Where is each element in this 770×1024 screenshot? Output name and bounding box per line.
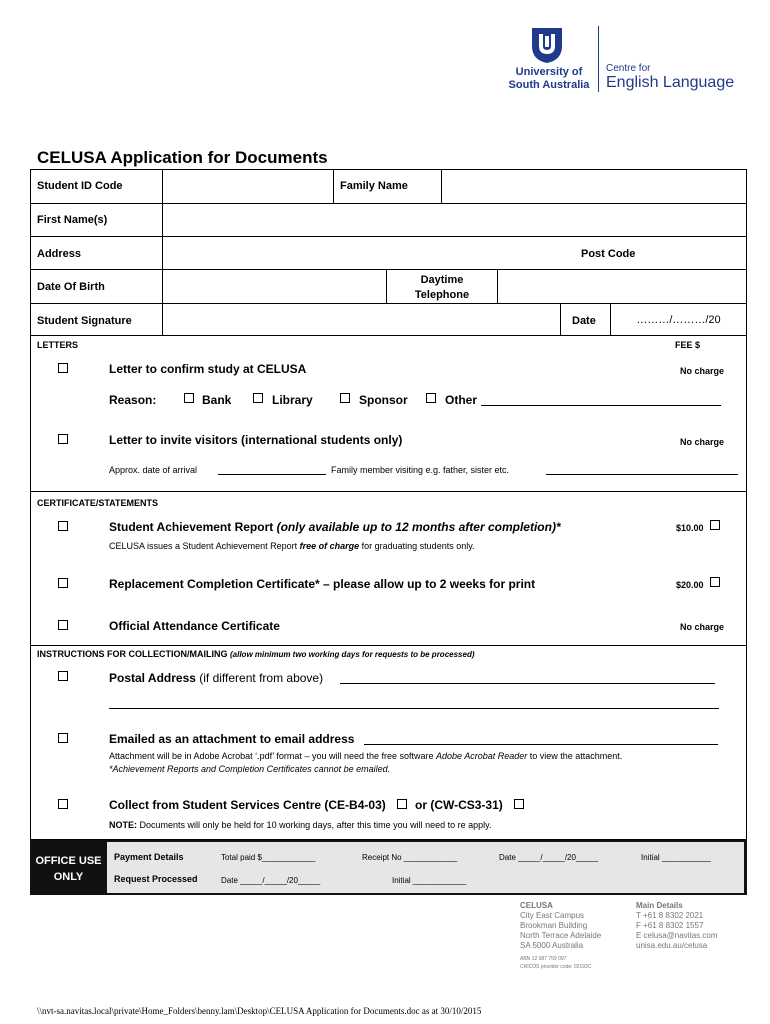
family-name-field[interactable] [442,170,746,202]
achievement-report-label: Student Achievement Report (only available up to 12 months after completion)* [109,520,561,534]
achievement-fee-checkbox[interactable] [710,520,720,530]
email-restriction-note: *Achievement Reports and Completion Certificates cannot be emailed. [109,764,391,774]
bank-label: Bank [202,393,232,407]
fee-heading: FEE $ [675,340,701,350]
email-label: Emailed as an attachment to email address [109,732,355,746]
collection-note: NOTE: Documents will only be held for 10 working days, after this time you will need to re apply. [109,820,492,830]
library-checkbox[interactable] [253,393,263,403]
attendance-certificate-checkbox[interactable] [58,620,68,630]
centre-name: Centre for English Language [606,63,735,91]
bank-checkbox[interactable] [184,393,194,403]
student-id-label: Student ID Code [37,180,123,192]
library-label: Library [272,393,313,407]
cw-campus-label: or (CW-CS3-31) [415,798,503,812]
certificates-heading: CERTIFICATE/STATEMENTS [37,498,158,508]
other-label: Other [445,393,478,407]
payment-date-field[interactable]: Date _____/_____/20_____ [499,853,599,862]
email-checkbox[interactable] [58,733,68,743]
university-name: University of South Australia [508,66,590,91]
replacement-certificate-fee: $20.00 [676,580,704,590]
post-code-label: Post Code [581,248,636,260]
family-visiting-label: Family member visiting e.g. father, sister etc. [331,465,510,475]
achievement-report-desc: CELUSA issues a Student Achievement Report free of charge for graduating students only. [109,541,475,551]
footer-contact: Main Details T +61 8 8302 2021 F +61 8 8302 1557 E celusa@navitas.com unisa.edu.au/celusa [636,901,718,950]
office-use-panel [107,842,744,893]
file-path-footer: \\nvt-sa.navitas.local\private\Home_Folders\benny.lam\Desktop\CELUSA Application for Documents.doc as at 30/10/2015 [37,1006,482,1016]
replacement-certificate-checkbox[interactable] [58,578,68,588]
office-use-label: OFFICE USE ONLY [35,855,102,883]
unisa-shield-icon [530,26,564,64]
processed-initial-field[interactable]: Initial ____________ [392,876,467,885]
postal-address-checkbox[interactable] [58,671,68,681]
page-title: CELUSA Application for Documents [37,148,328,167]
date-label: Date [572,315,596,327]
collect-label: Collect from Student Services Centre (CE-B4-03) [109,798,386,812]
first-name-field[interactable] [163,204,746,235]
confirm-study-checkbox[interactable] [58,363,68,373]
letters-heading: LETTERS [37,340,79,350]
student-id-field[interactable] [163,170,332,202]
achievement-report-fee: $10.00 [676,523,704,533]
ce-campus-checkbox[interactable] [397,799,407,809]
address-field[interactable] [163,237,573,268]
reason-label: Reason: [109,393,157,407]
replacement-fee-checkbox[interactable] [710,577,720,587]
payment-details-label: Payment Details [114,852,184,862]
telephone-field[interactable] [498,270,746,302]
confirm-fee: No charge [680,366,725,376]
confirm-study-label: Letter to confirm study at CELUSA [109,362,307,376]
postal-address-field-line2[interactable] [109,698,719,709]
invite-fee: No charge [680,437,725,447]
attendance-certificate-label: Official Attendance Certificate [109,619,280,633]
invite-visitors-label: Letter to invite visitors (international students only) [109,433,403,447]
receipt-number-field[interactable]: Receipt No ____________ [362,853,458,862]
dob-field[interactable] [163,270,385,302]
first-name-label: First Name(s) [37,214,108,226]
sponsor-label: Sponsor [359,393,408,407]
family-visiting-field[interactable] [546,464,738,475]
signature-label: Student Signature [37,315,132,327]
postal-address-field[interactable] [340,671,715,684]
attendance-certificate-fee: No charge [680,622,725,632]
dob-label: Date Of Birth [37,281,105,293]
other-checkbox[interactable] [426,393,436,403]
payment-initial-field[interactable]: Initial ___________ [641,853,711,862]
instructions-heading: INSTRUCTIONS FOR COLLECTION/MAILING (allow minimum two working days for requests to be processed) [37,649,475,659]
replacement-certificate-label: Replacement Completion Certificate* – please allow up to 2 weeks for print [109,577,536,591]
email-field[interactable] [364,732,718,745]
daytime-telephone-label: Daytime Telephone [414,274,470,301]
other-field[interactable] [481,393,721,406]
footer-address: CELUSA City East Campus Brookman Building North Terrace Adelaide SA 5000 Australia ABN 12 087 759 097 CRICOS provider code: 02193C [520,901,602,970]
processed-date-field[interactable]: Date _____/_____/20_____ [221,876,321,885]
date-field[interactable]: ………/………/20 [636,314,721,326]
attachment-note: Attachment will be in Adobe Acrobat ‘.pdf’ format – you will need the free software Adobe Acrobat Reader to view the attachment. [109,751,623,761]
collect-checkbox[interactable] [58,799,68,809]
unisa-logo [530,26,564,64]
cw-campus-checkbox[interactable] [514,799,524,809]
total-paid-field[interactable]: Total paid $____________ [221,853,316,862]
request-processed-label: Request Processed [114,874,198,884]
logo-divider [598,26,599,92]
address-label: Address [37,248,82,260]
invite-visitors-checkbox[interactable] [58,434,68,444]
sponsor-checkbox[interactable] [340,393,350,403]
arrival-field[interactable] [218,464,326,475]
signature-field[interactable] [163,304,559,335]
arrival-label: Approx. date of arrival [109,465,198,475]
family-name-label: Family Name [340,180,408,192]
postal-address-label: Postal Address (if different from above) [109,671,324,685]
achievement-report-checkbox[interactable] [58,521,68,531]
